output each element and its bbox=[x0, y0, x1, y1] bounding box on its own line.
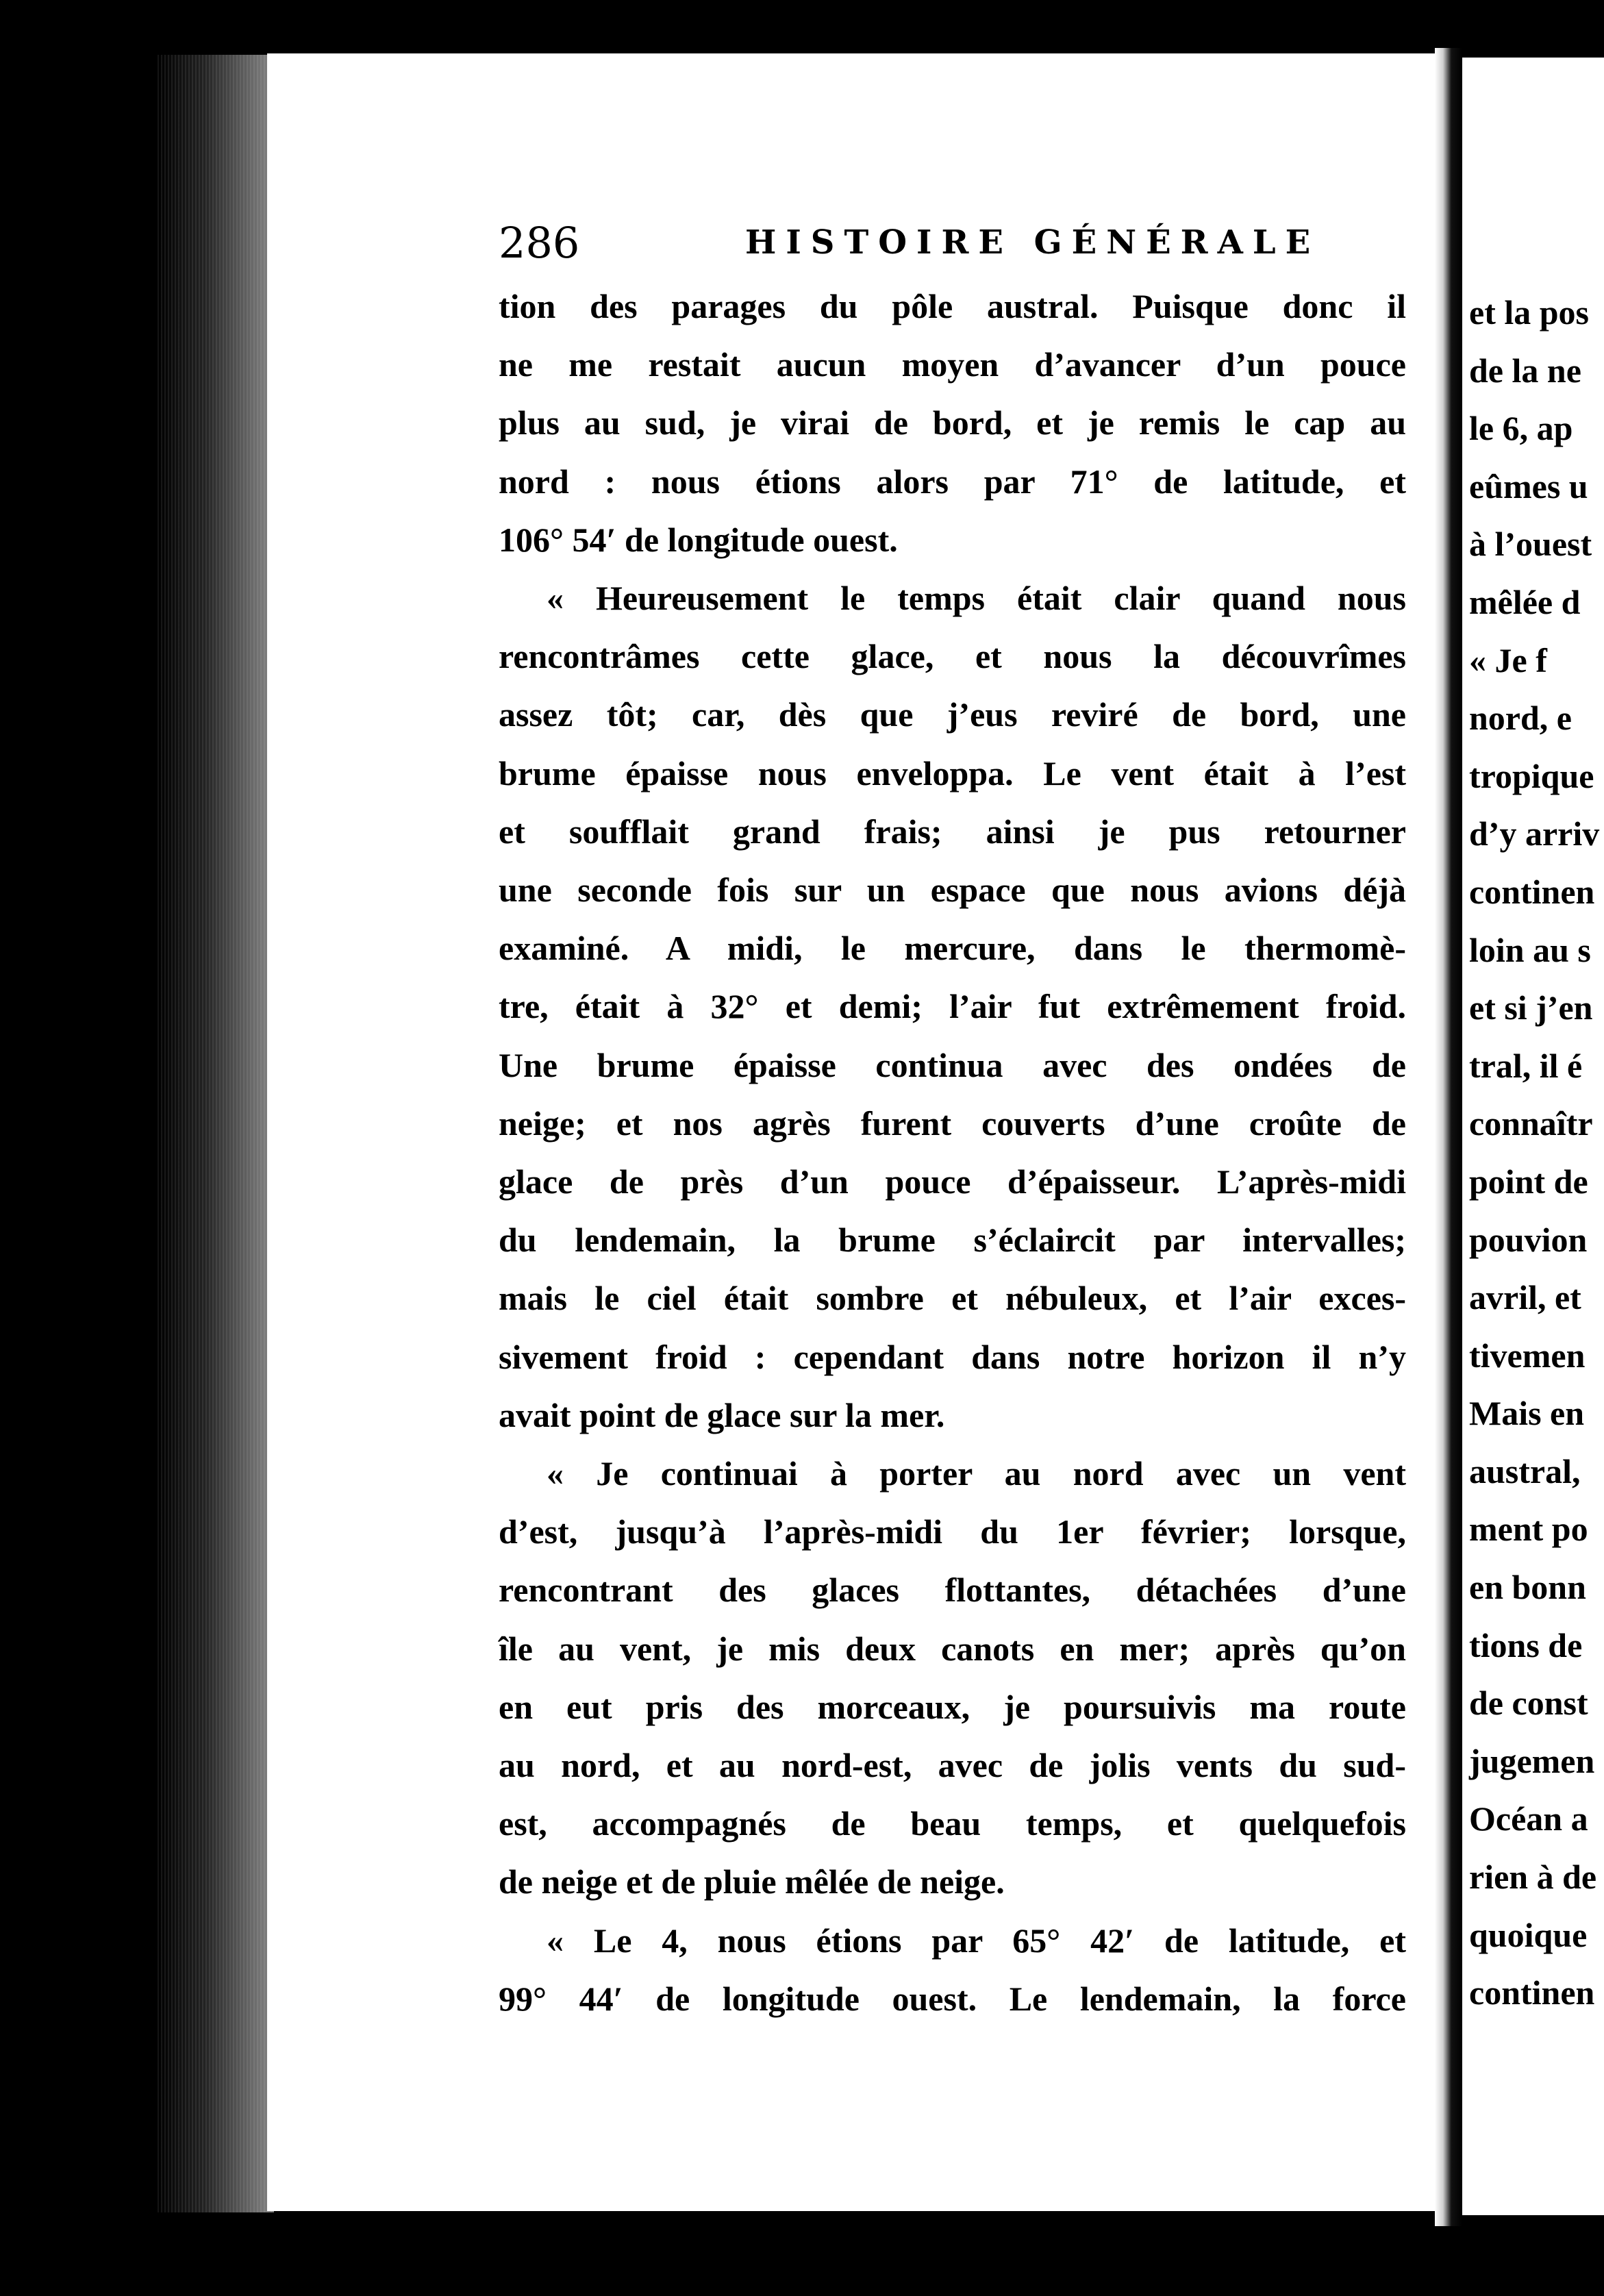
text-line: de neige et de pluie mêlée de neige. bbox=[499, 1862, 1005, 1901]
book-page-edges bbox=[158, 55, 274, 2212]
facing-text-line: continen bbox=[1469, 872, 1595, 911]
facing-text-line: en bonn bbox=[1469, 1568, 1586, 1607]
facing-text-line: nord, e bbox=[1469, 699, 1572, 738]
facing-text-line: Océan a bbox=[1469, 1799, 1588, 1838]
facing-text-line: le 6, ap bbox=[1469, 409, 1573, 448]
text-line: nord : nous étions alors par 71° de latitude, et bbox=[499, 462, 1406, 501]
text-line: brume épaisse nous enveloppa. Le vent était à l’est bbox=[499, 753, 1406, 793]
facing-text-line: loin au s bbox=[1469, 930, 1591, 969]
book-gutter bbox=[1435, 48, 1462, 2226]
facing-text-line: avril, et bbox=[1469, 1278, 1581, 1317]
text-line: mais le ciel était sombre et nébuleux, et l’air exces- bbox=[499, 1279, 1406, 1318]
text-line: ne me restait aucun moyen d’avancer d’un pouce bbox=[499, 345, 1406, 384]
facing-text-line: rien à de bbox=[1469, 1858, 1597, 1897]
facing-text-line: continen bbox=[1469, 1973, 1595, 2012]
text-line: 99° 44′ de longitude ouest. Le lendemain, la force bbox=[499, 1979, 1406, 2018]
facing-text-line: point de bbox=[1469, 1162, 1588, 1201]
facing-text-line: de la ne bbox=[1469, 351, 1581, 390]
facing-text-line: austral, bbox=[1469, 1451, 1581, 1490]
facing-text-line: « Je f bbox=[1469, 640, 1547, 679]
text-line: en eut pris des morceaux, je poursuivis ma route bbox=[499, 1687, 1406, 1726]
text-line: du lendemain, la brume s’éclaircit par intervalles; bbox=[499, 1221, 1406, 1260]
facing-text-line: et la pos bbox=[1469, 293, 1589, 332]
text-line: tion des parages du pôle austral. Puisque donc il bbox=[499, 287, 1406, 325]
facing-text-line: tions de bbox=[1469, 1625, 1583, 1664]
facing-text-line: mêlée d bbox=[1469, 582, 1581, 621]
text-line: neige; et nos agrès furent couverts d’une croûte de bbox=[499, 1103, 1406, 1143]
facing-text-line: de const bbox=[1469, 1684, 1588, 1723]
facing-text-line: connaîtr bbox=[1469, 1104, 1593, 1143]
text-line: plus au sud, je virai de bord, et je remis le cap au bbox=[499, 403, 1406, 442]
text-line: île au vent, je mis deux canots en mer; après qu’on bbox=[499, 1629, 1406, 1668]
facing-text-line: d’y arriv bbox=[1469, 814, 1600, 853]
body-text bbox=[499, 277, 1406, 2028]
text-line: tre, était à 32° et demi; l’air fut extrêmement froid. bbox=[499, 987, 1406, 1026]
running-title: HISTOIRE GÉNÉRALE bbox=[745, 223, 1320, 262]
text-line: « Je continuai à porter au nord avec un vent bbox=[547, 1454, 1406, 1493]
facing-page-text bbox=[1469, 284, 1599, 2022]
text-line: « Le 4, nous étions par 65° 42′ de latitude, et bbox=[547, 1921, 1406, 1960]
facing-text-line: Mais en bbox=[1469, 1394, 1585, 1433]
text-line: 106° 54′ de longitude ouest. bbox=[499, 520, 898, 559]
text-line: sivement froid : cependant dans notre horizon il n’y bbox=[499, 1337, 1406, 1376]
text-line: avait point de glace sur la mer. bbox=[499, 1395, 945, 1434]
text-line: assez tôt; car, dès que j’eus reviré de bord, une bbox=[499, 695, 1406, 734]
facing-text-line: eûmes u bbox=[1469, 466, 1588, 506]
facing-text-line: tropique bbox=[1469, 756, 1594, 795]
text-line: et soufflait grand frais; ainsi je pus retourner bbox=[499, 812, 1406, 851]
facing-text-line: quoique bbox=[1469, 1915, 1588, 1954]
text-line: une seconde fois sur un espace que nous avions déjà bbox=[499, 871, 1406, 910]
facing-page bbox=[1462, 58, 1604, 2215]
facing-text-line: ment po bbox=[1469, 1510, 1588, 1549]
facing-text-line: à l’ouest bbox=[1469, 525, 1592, 564]
facing-text-line: et si j’en bbox=[1469, 988, 1593, 1027]
facing-text-line: pouvion bbox=[1469, 1220, 1588, 1259]
facing-text-line: tivemen bbox=[1469, 1336, 1586, 1375]
text-line: examiné. A midi, le mercure, dans le thermomè- bbox=[499, 929, 1406, 968]
text-line: « Heureusement le temps était clair quand nous bbox=[547, 579, 1406, 618]
text-line: au nord, et au nord-est, avec de jolis vents du sud- bbox=[499, 1746, 1406, 1785]
text-line: rencontrâmes cette glace, et nous la découvrîmes bbox=[499, 637, 1406, 676]
text-line: est, accompagnés de beau temps, et quelquefois bbox=[499, 1804, 1406, 1843]
text-line: glace de près d’un pouce d’épaisseur. L’après-midi bbox=[499, 1162, 1406, 1201]
text-line: d’est, jusqu’à l’après-midi du 1er février; lorsque, bbox=[499, 1512, 1406, 1551]
text-line: rencontrant des glaces flottantes, détachées d’une bbox=[499, 1571, 1406, 1610]
page-number: 286 bbox=[499, 218, 580, 268]
facing-text-line: jugemen bbox=[1469, 1741, 1595, 1780]
text-line: Une brume épaisse continua avec des ondées de bbox=[499, 1045, 1406, 1084]
page-header bbox=[499, 218, 1389, 273]
facing-text-line: tral, il é bbox=[1469, 1046, 1583, 1085]
